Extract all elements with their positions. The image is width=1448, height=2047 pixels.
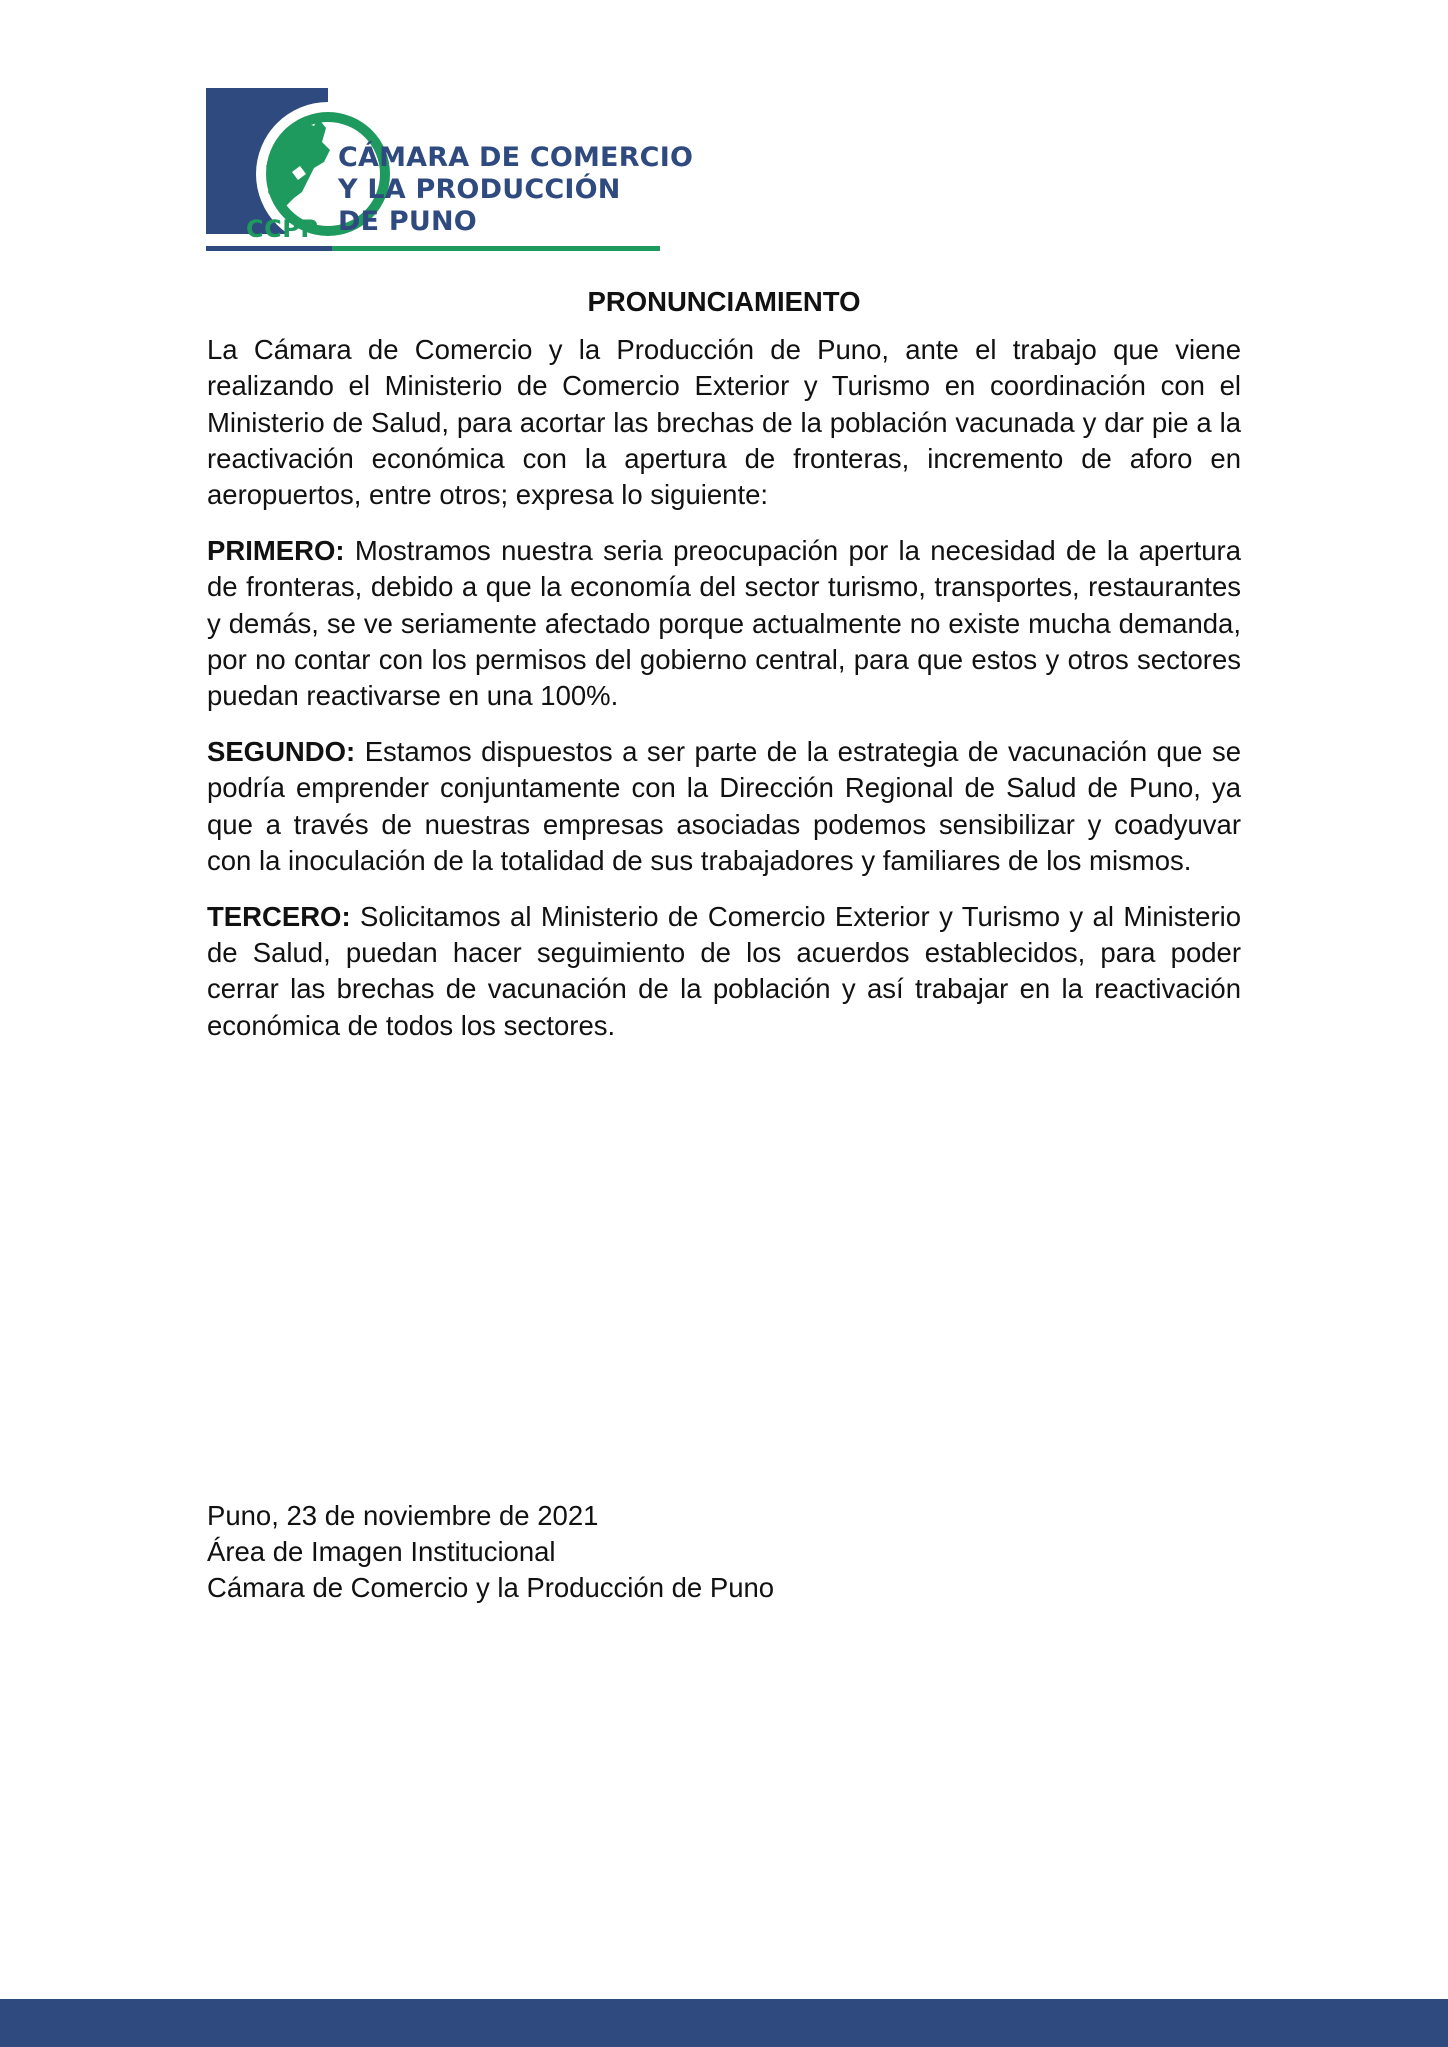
logo-name-line-2: Y LA PRODUCCIÓN xyxy=(338,174,621,205)
signoff-place-date: Puno, 23 de noviembre de 2021 xyxy=(207,1500,599,1531)
organization-logo xyxy=(206,88,694,256)
intro-paragraph: La Cámara de Comercio y la Producción de Puno, ante el trabajo que viene realizando el Ministerio de Comercio Exterior y Turismo en coordinación con el Ministerio de Salud, para acortar las brechas de la población vacunada y dar pie a la reactivación económica con la apertura de fronteras, incremento de aforo en aeropuertos, entre otros; expresa lo siguiente: xyxy=(207,334,1241,511)
point-text-3: Solicitamos al Ministerio de Comercio Exterior y Turismo y al Ministerio de Salud, puedan hacer seguimiento de los acuerdos establecidos, para poder cerrar las brechas de vacunación de la población y así trabajar en la reactivación económica de todos los sectores. xyxy=(207,901,1242,1041)
point-lead-3: TERCERO: xyxy=(207,901,351,933)
signoff-area: Área de Imagen Institucional xyxy=(207,1536,556,1568)
signoff-block xyxy=(207,1498,774,1607)
point-paragraph-3 xyxy=(207,899,1241,1044)
point-lead-2: SEGUNDO: xyxy=(207,736,356,768)
signoff-organization: Cámara de Comercio y la Producción de Puno xyxy=(207,1572,775,1604)
point-text-2: Estamos dispuestos a ser parte de la estrategia de vacunación que se podría emprender conjuntamente con la Dirección Regional de Salud de Puno, ya que a través de nuestras empresas asociadas podemos sensibilizar y coadyuvar con la inoculación de la totalidad de sus trabajadores y familiares de los mismos. xyxy=(207,736,1241,876)
document-title: PRONUNCIAMIENTO xyxy=(587,286,861,317)
footer-bar xyxy=(0,1999,1448,2047)
point-paragraph-1 xyxy=(207,533,1241,714)
logo-name xyxy=(338,142,693,238)
point-lead-1: PRIMERO: xyxy=(207,535,345,567)
point-paragraph-2 xyxy=(207,734,1241,879)
logo-acronym: CCPP xyxy=(246,215,319,243)
document-body xyxy=(207,284,1241,1064)
logo-name-line-1: CÁMARA DE COMERCIO xyxy=(338,142,694,173)
point-text-1: Mostramos nuestra seria preocupación por la necesidad de la apertura de fronteras, debido a que la economía del sector turismo, transportes, restaurantes y demás, se ve seriamente afectado porque actualmente no existe mucha demanda, por no contar con los permisos del gobierno central, para que estos y otros sectores puedan reactivarse en una 100%. xyxy=(207,535,1241,712)
logo-name-line-3: DE PUNO xyxy=(338,206,477,237)
